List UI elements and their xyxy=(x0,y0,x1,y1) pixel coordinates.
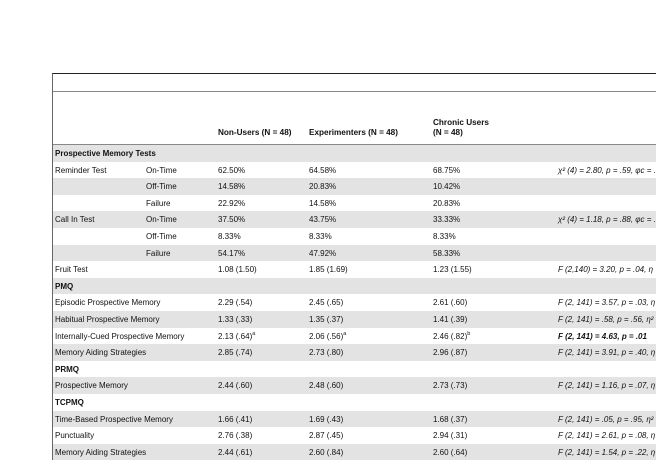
table-cell-c5: F (2, 141) = 3.91, p = .40, η xyxy=(558,348,656,358)
table-cell-c4: 1.23 (1.55) xyxy=(433,265,472,275)
table-cell-c5: F (2, 141) = .05, p = .95, η² xyxy=(558,414,654,424)
table-row xyxy=(53,444,656,460)
table-cell-c3: 2.48 (.60) xyxy=(309,381,344,391)
table-cell-c1: Off-Time xyxy=(146,182,177,192)
section-title: Prospective Memory Tests xyxy=(55,149,156,158)
table-row xyxy=(53,245,656,262)
table-header xyxy=(53,91,656,145)
table-row xyxy=(53,195,656,212)
table-cell-c3: 2.45 (.65) xyxy=(309,298,344,308)
table-cell-c5: χ² (4) = 2.80, p = .59, φc = . xyxy=(558,165,656,175)
table-row xyxy=(53,294,656,311)
table-cell-c5: F (2, 141) = .58, p = .56, η² xyxy=(558,314,654,324)
table-cell-c1: On-Time xyxy=(146,165,177,175)
table-cell-c3: 64.58% xyxy=(309,165,337,175)
table-cell-c0: Prospective Memory xyxy=(55,381,128,391)
table-cell-c0: Fruit Test xyxy=(55,265,88,275)
table-cell-c5: F (2,140) = 3.20, p = .04, η xyxy=(558,265,654,275)
table-cell-c0: Habitual Prospective Memory xyxy=(55,314,160,324)
table-cell-c2: 2.29 (.54) xyxy=(218,298,253,308)
table-body xyxy=(53,145,656,460)
table-row xyxy=(53,311,656,328)
table-row xyxy=(53,328,656,345)
table-cell-c2: 2.76 (.38) xyxy=(218,431,253,441)
table-row xyxy=(53,427,656,444)
table-cell-c5: F (2, 141) = 2.61, p = .08, η xyxy=(558,431,656,441)
table-cell-c1: Failure xyxy=(146,198,171,208)
table-cell-c0: Memory Aiding Strategies xyxy=(55,447,147,457)
table-cell-c1: On-Time xyxy=(146,215,177,225)
section-title: PMQ xyxy=(55,281,74,291)
table-cell-c4: 1.41 (.39) xyxy=(433,314,468,324)
table-cell-c0: Call In Test xyxy=(55,215,95,225)
table-cell-c0: Internally-Cued Prospective Memory xyxy=(55,331,185,341)
table-cell-c5: F (2, 141) = 3.57, p = .03, η xyxy=(558,298,656,308)
table-cell-c4: 2.61 (.60) xyxy=(433,298,468,308)
table-cell-c4: 20.83% xyxy=(433,198,461,208)
table-cell-c2: 2.44 (.60) xyxy=(218,381,253,391)
table-cell-c3: 2.73 (.80) xyxy=(309,348,344,358)
col-header-experimenters: Experimenters (N = 48) xyxy=(309,128,398,137)
col-header-chronic-users: Chronic Users (N = 48) xyxy=(433,118,489,137)
table-cell-c2: 62.50% xyxy=(218,165,246,175)
table-cell-c5: F (2, 141) = 1.54, p = .22, η xyxy=(558,447,656,457)
table-cell-c0: Reminder Test xyxy=(55,165,107,175)
table-cell-c2: 1.33 (.33) xyxy=(218,314,253,324)
table-row xyxy=(53,228,656,245)
table-cell-c2: 1.08 (1.50) xyxy=(218,265,257,275)
superscript-marker: a xyxy=(252,330,256,337)
section-header-row xyxy=(53,361,656,378)
table-row xyxy=(53,344,656,361)
table-cell-c3: 43.75% xyxy=(309,215,337,225)
table-cell-c2: 22.92% xyxy=(218,198,246,208)
table-cell-c4: 68.75% xyxy=(433,165,461,175)
superscript-marker: b xyxy=(467,330,471,337)
table-row xyxy=(53,261,656,278)
table-row xyxy=(53,162,656,179)
table-cell-c4: 2.94 (.31) xyxy=(433,431,468,441)
table-cell-c3: 20.83% xyxy=(309,182,337,192)
table-cell-c4: 10.42% xyxy=(433,182,461,192)
col-header-non-users: Non-Users (N = 48) xyxy=(218,128,292,137)
table-cell-c2: 37.50% xyxy=(218,215,246,225)
table-row xyxy=(53,211,656,228)
table-cell-c3: 47.92% xyxy=(309,248,337,258)
table-cell-c2: 2.44 (.61) xyxy=(218,447,253,457)
table-cell-c0: Time-Based Prospective Memory xyxy=(55,414,173,424)
section-title: TCPMQ xyxy=(55,397,84,407)
table-cell-c4: 58.33% xyxy=(433,248,461,258)
table-cell-c4: 2.96 (.87) xyxy=(433,348,468,358)
table-cell-c5: F (2, 141) = 1.16, p = .07, η xyxy=(558,381,656,391)
table-row xyxy=(53,377,656,394)
table-cell-c0: Episodic Prospective Memory xyxy=(55,298,161,308)
table-cell-c1: Off-Time xyxy=(146,231,177,241)
table-cell-c3: 2.87 (.45) xyxy=(309,431,344,441)
table-cell-c2: 2.85 (.74) xyxy=(218,348,253,358)
table-cell-c2: 8.33% xyxy=(218,231,241,241)
table-cell-c3: 1.35 (.37) xyxy=(309,314,344,324)
table-cell-c5: F (2, 141) = 4.63, p = .01 xyxy=(558,331,647,341)
section-header-row xyxy=(53,394,656,411)
table-cell-c3: 2.60 (.84) xyxy=(309,447,344,457)
table-cell-c3: 1.85 (1.69) xyxy=(309,265,348,275)
table-cell-c5: χ² (4) = 1.18, p = .88, φc = . xyxy=(558,215,656,225)
table-cell-c4: 33.33% xyxy=(433,215,461,225)
table-cell-c4: 2.73 (.73) xyxy=(433,381,468,391)
table-cell-c3: 14.58% xyxy=(309,198,337,208)
table-row xyxy=(53,411,656,428)
section-header-row xyxy=(53,278,656,295)
table-row xyxy=(53,178,656,195)
section-title: PRMQ xyxy=(55,364,79,374)
table-cell-c2: 14.58% xyxy=(218,182,246,192)
table-cell-c3: 8.33% xyxy=(309,231,332,241)
table-cell-c4: 2.46 $(.82)^b$ xyxy=(433,330,471,341)
table-cell-c2: 1.66 (.41) xyxy=(218,414,253,424)
table-cell-c3: 1.69 (.43) xyxy=(309,414,344,424)
table-cell-c4: 1.68 (.37) xyxy=(433,414,468,424)
table-cell-c4: 2.60 (.64) xyxy=(433,447,468,457)
table-cell-c3: 2.06 $(.56)^a$ xyxy=(309,330,347,341)
section-header-row xyxy=(53,145,656,162)
table-cell-c1: Failure xyxy=(146,248,171,258)
results-table xyxy=(52,73,656,460)
table-cell-c2: 2.13 $(.64)^a$ xyxy=(218,330,256,341)
table-cell-c0: Punctuality xyxy=(55,431,95,441)
table-cell-c2: 54.17% xyxy=(218,248,246,258)
table-cell-c0: Memory Aiding Strategies xyxy=(55,348,147,358)
superscript-marker: a xyxy=(343,330,347,337)
table-cell-c4: 8.33% xyxy=(433,231,456,241)
